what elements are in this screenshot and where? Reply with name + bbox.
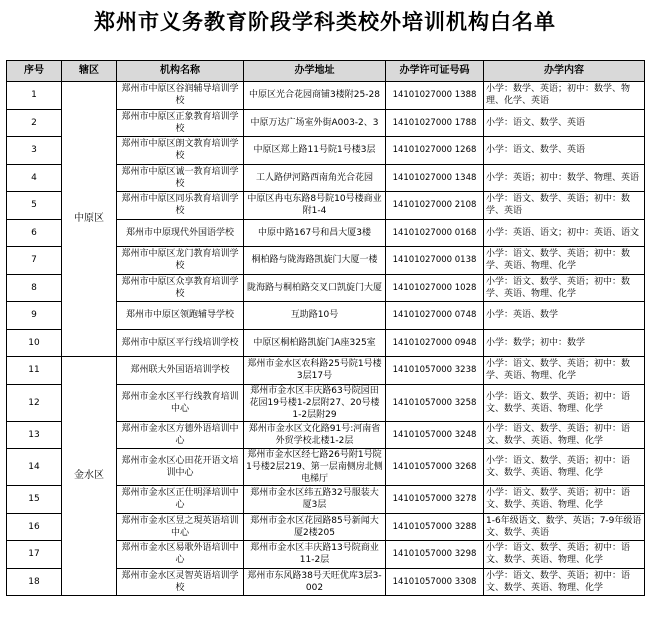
teaching-content: 小学：语文、数学、英语；初中：数学、英语、物理、化学 (484, 274, 645, 302)
row-no: 3 (7, 137, 62, 165)
license-number: 14101027000 1388 (386, 82, 484, 110)
table-row (7, 357, 645, 385)
org-address: 中原区光合花园商铺3楼附25-28 (244, 82, 386, 110)
license-number: 14101027000 0748 (386, 302, 484, 330)
license-number: 14101057000 3298 (386, 541, 484, 569)
org-address: 互助路10号 (244, 302, 386, 330)
header-row (7, 61, 645, 82)
table-row (7, 82, 645, 110)
org-name: 郑州市中原区平行线培训学校 (117, 329, 244, 357)
org-address: 郑州市金水区农科路25号院1号楼3层17号 (244, 357, 386, 385)
org-address: 郑州市金水区文化路91号:河南省外贸学校北楼1-2层 (244, 421, 386, 449)
org-name: 郑州市金水区心田花开语文培训中心 (117, 449, 244, 486)
whitelist-table (6, 60, 645, 596)
license-number: 14101027000 1268 (386, 137, 484, 165)
license-number: 14101027000 1028 (386, 274, 484, 302)
row-no: 13 (7, 421, 62, 449)
teaching-content: 小学：语文、数学、英语；初中：数学、英语、物理、化学 (484, 247, 645, 275)
org-address: 中原区桐柏路凯旋门A座325室 (244, 329, 386, 357)
row-no: 5 (7, 192, 62, 220)
org-address: 陇海路与桐柏路交叉口凯旋门大厦 (244, 274, 386, 302)
org-name: 郑州市金水区方德外语培训中心 (117, 421, 244, 449)
org-name: 郑州市金水区正仕明泽培训中心 (117, 486, 244, 514)
row-no: 11 (7, 357, 62, 385)
org-name: 郑州联大外国语培训学校 (117, 357, 244, 385)
org-name: 郑州市金水区平行线教育培训中心 (117, 384, 244, 421)
license-number: 14101057000 3278 (386, 486, 484, 514)
header-address: 办学地址 (244, 61, 386, 82)
teaching-content: 小学：语文、数学、英语 (484, 109, 645, 137)
header-no: 序号 (7, 61, 62, 82)
org-address: 中原中路167号和昌大厦3楼 (244, 219, 386, 247)
teaching-content: 小学：语文、数学、英语；初中：语文、数学、英语、物理、化学 (484, 486, 645, 514)
teaching-content: 小学：数学；初中：数学 (484, 329, 645, 357)
org-address: 中原区郑上路11号院1号楼3层 (244, 137, 386, 165)
row-no: 7 (7, 247, 62, 275)
org-address: 中原万达广场室外街A003-2、3 (244, 109, 386, 137)
org-address: 工人路伊河路西南角光合花园 (244, 164, 386, 192)
teaching-content: 小学：语文、数学、英语 (484, 137, 645, 165)
org-name: 郑州市中原区诚一教育培训学校 (117, 164, 244, 192)
row-no: 10 (7, 329, 62, 357)
teaching-content: 小学：语文、数学、英语；初中：数学、英语 (484, 192, 645, 220)
row-no: 2 (7, 109, 62, 137)
org-name: 郑州市中原区领跑辅导学校 (117, 302, 244, 330)
org-address: 桐柏路与陇海路凯旋门大厦一楼 (244, 247, 386, 275)
row-no: 15 (7, 486, 62, 514)
teaching-content: 小学：数学、英语；初中：数学、物理、化学、英语 (484, 82, 645, 110)
teaching-content: 小学：英语、数学 (484, 302, 645, 330)
org-address: 郑州市金水区经七路26号附1号院1号楼2层219、第一层南侧房北侧电梯厅 (244, 449, 386, 486)
teaching-content: 小学：英语、语文；初中：英语、语文 (484, 219, 645, 247)
org-name: 郑州市中原区朗文教育培训学校 (117, 137, 244, 165)
row-no: 9 (7, 302, 62, 330)
license-number: 14101027000 0168 (386, 219, 484, 247)
row-no: 17 (7, 541, 62, 569)
license-number: 14101027000 0138 (386, 247, 484, 275)
row-no: 16 (7, 513, 62, 541)
org-name: 郑州市中原区同乐教育培训学校 (117, 192, 244, 220)
license-number: 14101027000 1348 (386, 164, 484, 192)
district-cell: 金水区 (62, 357, 117, 596)
row-no: 14 (7, 449, 62, 486)
district-cell: 中原区 (62, 82, 117, 357)
license-number: 14101057000 3308 (386, 568, 484, 596)
org-address: 郑州市金水区纬五路32号服装大厦3层 (244, 486, 386, 514)
header-license: 办学许可证号码 (386, 61, 484, 82)
teaching-content: 1-6年级语文、数学、英语；7-9年级语文、数学、英语 (484, 513, 645, 541)
org-name: 郑州市中原区龙门教育培训学校 (117, 247, 244, 275)
org-name: 郑州市金水区易歌外语培训中心 (117, 541, 244, 569)
org-address: 中原区冉屯东路8号院10号楼商业附1-4 (244, 192, 386, 220)
teaching-content: 小学：英语；初中：数学、物理、英语 (484, 164, 645, 192)
row-no: 4 (7, 164, 62, 192)
license-number: 14101057000 3268 (386, 449, 484, 486)
license-number: 14101057000 3288 (386, 513, 484, 541)
license-number: 14101027000 2108 (386, 192, 484, 220)
teaching-content: 小学：语文、数学、英语；初中：语文、数学、英语、物理、化学 (484, 421, 645, 449)
license-number: 14101057000 3258 (386, 384, 484, 421)
teaching-content: 小学：语文、数学、英语；初中：语文、数学、英语、物理、化学 (484, 568, 645, 596)
org-name: 郑州市金水区灵智英语培训学校 (117, 568, 244, 596)
org-name: 郑州市中原区谷润辅导培训学校 (117, 82, 244, 110)
teaching-content: 小学：语文、数学、英语；初中：语文、数学、英语、物理、化学 (484, 449, 645, 486)
license-number: 14101027000 1788 (386, 109, 484, 137)
org-address: 郑州市东风路38号天旺优库3层3-002 (244, 568, 386, 596)
org-address: 郑州市金水区丰庆路63号院园田花园19号楼1-2层附27、20号楼1-2层附29 (244, 384, 386, 421)
row-no: 1 (7, 82, 62, 110)
row-no: 12 (7, 384, 62, 421)
teaching-content: 小学：语文、数学、英语；初中：语文、数学、英语、物理、化学 (484, 541, 645, 569)
page-title: 郑州市义务教育阶段学科类校外培训机构白名单 (94, 10, 556, 34)
row-no: 8 (7, 274, 62, 302)
org-name: 郑州市中原区众享教育培训学校 (117, 274, 244, 302)
teaching-content: 小学：语文、数学、英语；初中：语文、数学、英语、物理、化学 (484, 384, 645, 421)
org-address: 郑州市金水区丰庆路13号院商业11-2层 (244, 541, 386, 569)
teaching-content: 小学：语文、数学、英语；初中：数学、英语、物理、化学 (484, 357, 645, 385)
header-district: 辖区 (62, 61, 117, 82)
row-no: 6 (7, 219, 62, 247)
header-content: 办学内容 (484, 61, 645, 82)
org-name: 郑州市金水区昱之現英语培训中心 (117, 513, 244, 541)
license-number: 14101057000 3248 (386, 421, 484, 449)
org-name: 郑州市中原现代外国语学校 (117, 219, 244, 247)
license-number: 14101027000 0948 (386, 329, 484, 357)
row-no: 18 (7, 568, 62, 596)
header-name: 机构名称 (117, 61, 244, 82)
org-name: 郑州市中原区正象教育培训学校 (117, 109, 244, 137)
license-number: 14101057000 3238 (386, 357, 484, 385)
org-address: 郑州市金水区花园路85号新闻大厦2楼205 (244, 513, 386, 541)
